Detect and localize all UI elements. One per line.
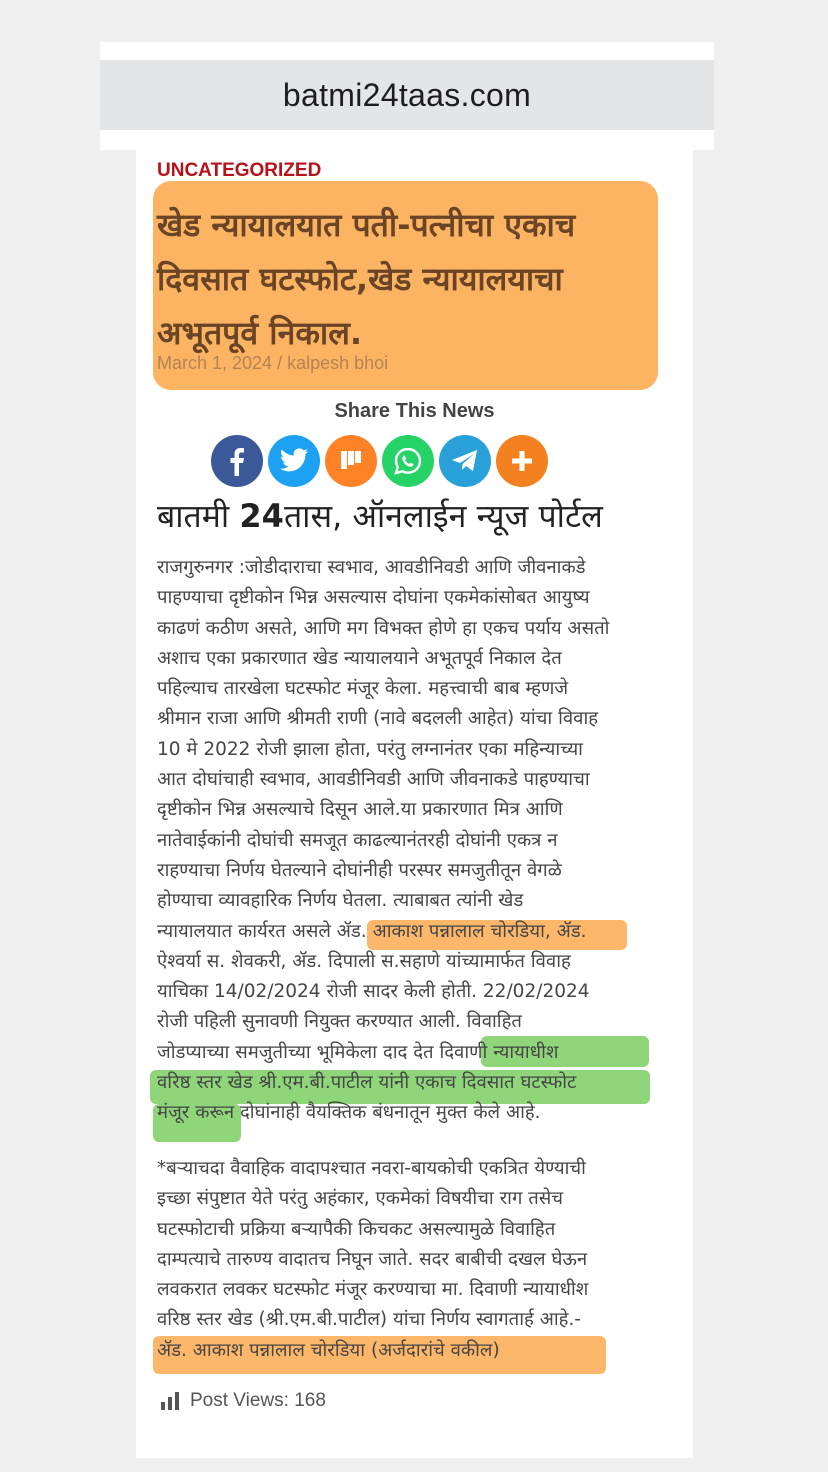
- plus-icon: [510, 449, 534, 473]
- top-strip: [100, 42, 714, 60]
- article-meta: March 1, 2024 / kalpesh bhoi: [157, 353, 389, 373]
- facebook-share-button[interactable]: [211, 435, 263, 487]
- portal-heading: [157, 494, 603, 537]
- body-line: वरिष्ठ स्तर खेड श्री.एम.बी.पाटील यांनी एकाच दिवसात घटस्फोट: [157, 1072, 577, 1094]
- body-line: दृष्टीकोन भिन्न असल्याचे दिसून आले.या प्रकारणात मित्र आणि: [157, 799, 563, 821]
- bar-chart-icon: [160, 1392, 180, 1410]
- body-line: याचिका 14/02/2024 रोजी सादर केली होती. 22/02/2024: [157, 981, 590, 1003]
- title-line: दिवसात घटस्फोट,खेड न्यायालयाचा: [157, 260, 563, 298]
- body-line: राहण्याचा निर्णय घेतल्याने दोघांनीही परस्पर समजुतीतून वेगळे: [157, 859, 562, 881]
- body-line: मंजूर करून दोघांनाही वैयक्तिक बंधनातून मुक्त केले आहे.: [157, 1102, 541, 1124]
- body-line: होण्याचा व्यावहारिक निर्णय घेतला. त्याबाबत त्यांनी खेड: [157, 890, 524, 912]
- twitter-icon: [279, 448, 309, 474]
- quote-line: दाम्पत्याचे तारुण्य वादातच निघून जाते. सदर बाबीची दखल घेऊन: [157, 1248, 588, 1270]
- telegram-icon: [450, 448, 480, 474]
- body-line: श्रीमान राजा आणि श्रीमती राणी (नावे बदलली आहेत) यांचा विवाह: [157, 708, 599, 730]
- portal-prefix: बातमी: [157, 497, 240, 535]
- whatsapp-share-button[interactable]: [382, 435, 434, 487]
- body-line: 10 मे 2022 रोजी झाला होता, परंतु लग्नानंतर एका महिन्याच्या: [157, 738, 583, 760]
- body-line: जोडप्याच्या समजुतीच्या भूमिकेला दाद देत दिवाणी न्यायाधीश: [157, 1041, 559, 1063]
- body-line: पाहण्याचा दृष्टीकोन भिन्न असल्यास दोघांना एकमेकांसोबत आयुष्य: [157, 587, 590, 609]
- quote-line: इच्छा संपुष्टात येते परंतु अहंकार, एकमेकां विषयीचा राग तसेच: [157, 1188, 564, 1210]
- body-line: आत दोघांचाही स्वभाव, आवडीनिवडी आणि जीवनाकडे पाहण्याचा: [157, 769, 590, 791]
- title-line: खेड न्यायालयात पती-पत्नीचा एकाच: [157, 206, 576, 244]
- quote-line: *बऱ्याचदा वैवाहिक वादापश्चात नवरा-बायकोची एकत्रित येण्याची: [157, 1158, 586, 1179]
- title-line: अभूतपूर्व निकाल.: [157, 314, 363, 352]
- body-line: नातेवाईकांनी दोघांची समजूत काढल्यानंतरही दोघांनी एकत्र न: [157, 829, 558, 851]
- portal-number: 24: [239, 497, 284, 535]
- article-title: [157, 198, 657, 360]
- whatsapp-icon: [393, 446, 423, 476]
- mix-share-button[interactable]: [325, 435, 377, 487]
- quote-line: लवकरात लवकर घटस्फोट मंजूर करण्याचा मा. दिवाणी न्यायाधीश: [157, 1279, 589, 1301]
- quote-paragraph: [157, 1154, 677, 1366]
- quote-line: घटस्फोटाची प्रक्रिया बऱ्यापैकी किचकट असल्यामुळे विवाहित: [157, 1218, 556, 1240]
- category-label[interactable]: UNCATEGORIZED: [157, 160, 322, 181]
- url-text: batmi24taas.com: [282, 76, 532, 113]
- url-bar[interactable]: [100, 60, 714, 130]
- telegram-share-button[interactable]: [439, 435, 491, 487]
- post-views: [160, 1390, 326, 1412]
- post-views-text: Post Views: 168: [190, 1390, 326, 1411]
- twitter-share-button[interactable]: [268, 435, 320, 487]
- body-line: पहिल्याच तारखेला घटस्फोट मंजूर केला. महत्त्वाची बाब म्हणजे: [157, 678, 569, 700]
- body-line: न्यायालयात कार्यरत असले ॲड. आकाश पन्नालाल चोरडिया, ॲड.: [157, 920, 587, 942]
- quote-line: वरिष्ठ स्तर खेड (श्री.एम.बी.पाटील) यांचा निर्णय स्वागतार्ह आहे.-: [157, 1309, 581, 1331]
- quote-line: ॲड. आकाश पन्नालाल चोरडिया (अर्जदारांचे वकील): [157, 1339, 500, 1361]
- article-body: [157, 553, 677, 1129]
- share-heading: Share This News: [334, 400, 495, 422]
- share-buttons: [211, 435, 548, 487]
- mix-icon: [338, 448, 364, 474]
- header-strip: [100, 130, 714, 150]
- body-line: अशाच एका प्रकारणात खेड न्यायालयाने अभूतपूर्व निकाल देत: [157, 647, 562, 669]
- more-share-button[interactable]: [496, 435, 548, 487]
- body-line: राजगुरुनगर :जोडीदाराचा स्वभाव, आवडीनिवडी आणि जीवनाकडे: [157, 557, 586, 578]
- facebook-icon: [224, 446, 250, 476]
- body-line: काढणं कठीण असते, आणि मग विभक्त होणे हा एकच पर्याय असतो: [157, 617, 610, 639]
- portal-suffix: तास, ऑनलाईन न्यूज पोर्टल: [283, 497, 603, 535]
- body-line: रोजी पहिली सुनावणी नियुक्त करण्यात आली. विवाहित: [157, 1011, 522, 1033]
- body-line: ऐश्वर्या स. शेवकरी, ॲड. दिपाली स.सहाणे यांच्यामार्फत विवाह: [157, 950, 571, 972]
